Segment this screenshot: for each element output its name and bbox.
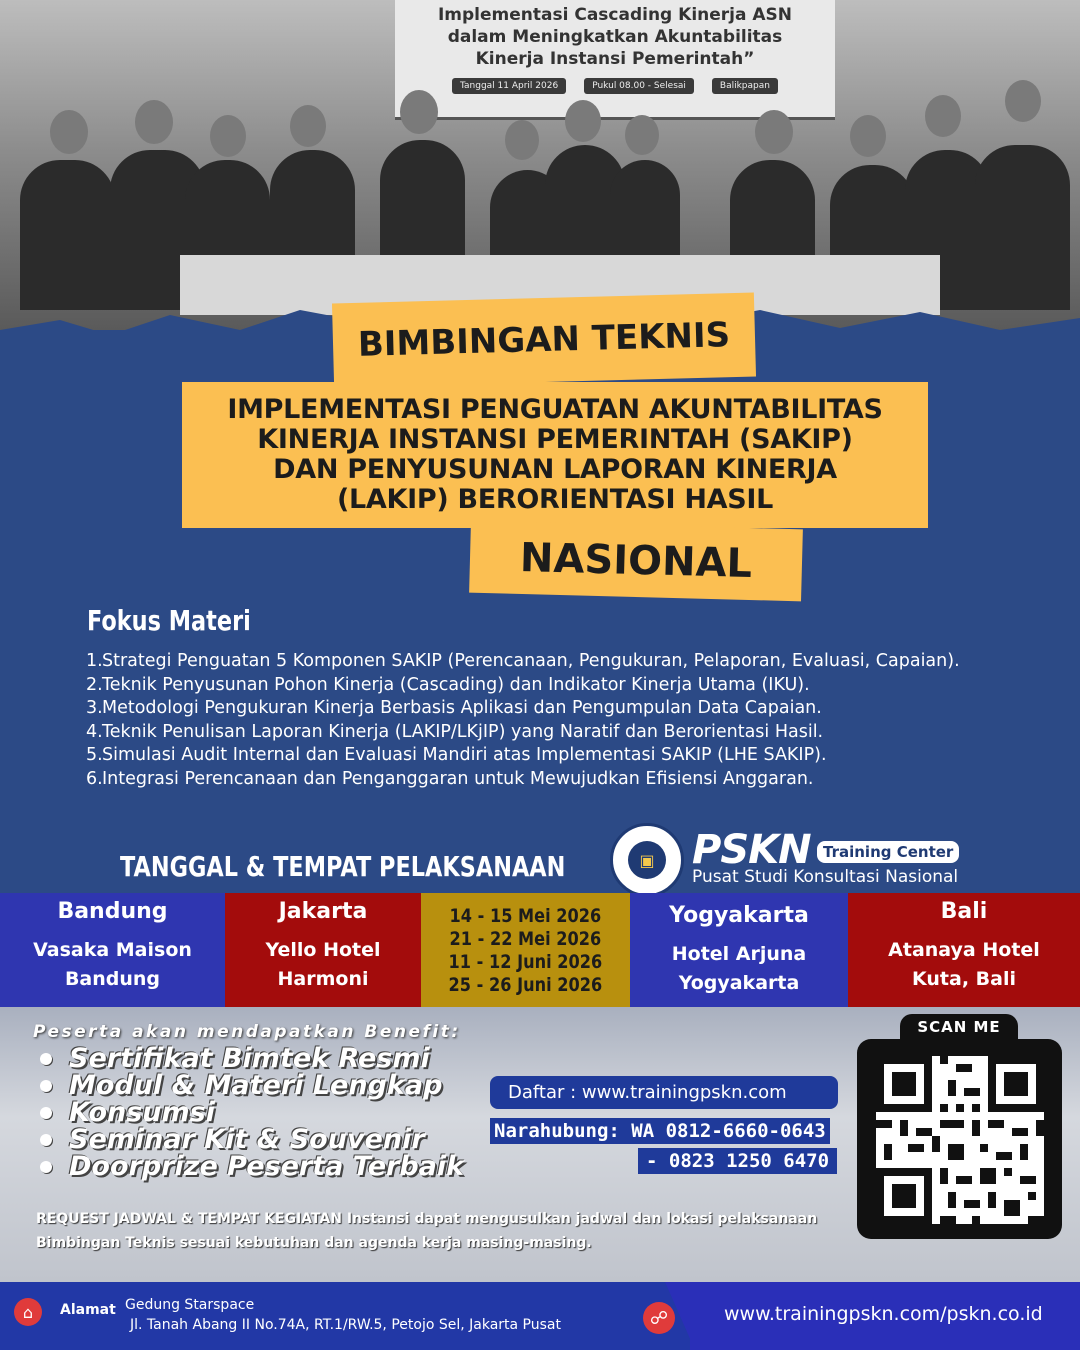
globe-icon: ☍ [643, 1302, 675, 1334]
contact-phone-2[interactable]: - 0823 1250 6470 [638, 1148, 837, 1174]
fokus-item: 5. Simulasi Audit Internal dan Evaluasi Mandiri atas Implementasi SAKIP (LHE SAKIP). [86, 745, 827, 765]
pskn-logo-seal [610, 823, 684, 897]
fokus-list [86, 650, 986, 791]
brand-subtitle: Pusat Studi Konsultasi Nasional [692, 867, 959, 887]
address-line-2: Jl. Tanah Abang II No.74A, RT.1/RW.5, Petojo Sel, Jakarta Pusat [130, 1317, 561, 1333]
location-city: Bandung [57, 899, 168, 924]
banner-place: Balikpapan [712, 78, 778, 94]
fokus-item: 6. Integrasi Perencanaan dan Penganggaran untuk Mewujudkan Efisiensi Anggaran. [86, 768, 814, 789]
location-yogyakarta [630, 893, 848, 1007]
location-venue: Vasaka Maison Bandung [33, 939, 192, 990]
banner-line-1: Implementasi Cascading Kinerja ASN [437, 5, 793, 25]
qr-code-icon[interactable] [876, 1056, 1044, 1224]
register-link[interactable]: Daftar : www.trainingpskn.com [490, 1076, 838, 1109]
location-venue: Yello Hotel Harmoni [265, 939, 381, 990]
dates-list: 14 - 15 Mei 2026 21 - 22 Mei 2026 11 - 12 Juni 2026 25 - 26 Juni 2026 [448, 905, 603, 996]
location-venue: Atanaya Hotel Kuta, Bali [888, 939, 1040, 990]
benefit-item: Konsumsi [40, 1099, 464, 1126]
location-bali [848, 893, 1080, 1007]
headline-title-box [182, 382, 928, 528]
location-venue: Hotel Arjuna Yogyakarta [671, 943, 807, 994]
headline-title-line: (LAKIP) BERORIENTASI HASIL [336, 484, 774, 515]
banner-time: Pukul 08.00 - Selesai [584, 78, 694, 94]
brand-name: PSKN [692, 827, 811, 873]
schedule-row [0, 893, 1080, 1007]
banner-date: Tanggal 11 April 2026 [452, 78, 566, 94]
location-city: Yogyakarta [669, 903, 809, 928]
benefit-list [40, 1045, 464, 1180]
banner-line-2: dalam Meningkatkan Akuntabilitas [447, 27, 783, 47]
training-center-badge: Training Center [817, 841, 959, 863]
location-city: Bali [940, 899, 988, 924]
event-banner [395, 0, 835, 120]
headline-scope-box [469, 521, 803, 602]
banner-line-3: Kinerja Instansi Pemerintah” [475, 49, 755, 69]
headline-title-line: KINERJA INSTANSI PEMERINTAH (SAKIP) [257, 424, 853, 455]
book-icon: ▣ [628, 841, 666, 879]
headline-kicker-box [332, 292, 756, 387]
headline-title-line: IMPLEMENTASI PENGUATAN AKUNTABILITAS [227, 394, 883, 425]
website-link[interactable]: www.trainingpskn.com/pskn.co.id [724, 1303, 1043, 1325]
home-icon: ⌂ [14, 1298, 42, 1326]
location-city: Jakarta [278, 899, 368, 924]
schedule-title: TANGGAL & TEMPAT PELAKSANAAN [120, 850, 566, 883]
benefit-item: Doorprize Peserta Terbaik [40, 1153, 464, 1180]
benefit-title: Peserta akan mendapatkan Benefit: [33, 1022, 461, 1042]
headline-title-line: DAN PENYUSUNAN LAPORAN KINERJA [273, 454, 837, 485]
contact-phone-1[interactable]: Narahubung: WA 0812-6660-0643 [490, 1118, 830, 1144]
headline-scope: NASIONAL [519, 534, 753, 588]
fokus-item: 4. Teknik Penulisan Laporan Kinerja (LAKIP/LKjIP) yang Naratif dan Berorientasi Hasil. [86, 721, 824, 742]
address-line-1: Gedung Starspace [125, 1297, 255, 1313]
address-label: Alamat [60, 1302, 116, 1318]
location-bandung [0, 893, 225, 1007]
fokus-item: 2. Teknik Penyusunan Pohon Kinerja (Cascading) dan Indikator Kinerja Utama (IKU). [86, 674, 810, 695]
fokus-item: 3. Metodologi Pengukuran Kinerja Berbasis Aplikasi dan Pengumpulan Data Capaian. [86, 698, 822, 718]
request-note: REQUEST JADWAL & TEMPAT KEGIATAN Instansi dapat mengusulkan jadwal dan lokasi pelaksanaan Bimbingan Teknis sesuai kebutuhan dan agenda kerja masing-masing. [36, 1211, 818, 1251]
fokus-item: 1. Strategi Penguatan 5 Komponen SAKIP (Perencanaan, Pengukuran, Pelaporan, Evaluasi, Capaian). [86, 651, 960, 671]
benefit-item: Seminar Kit & Souvenir [40, 1126, 464, 1153]
fokus-title: Fokus Materi [87, 604, 251, 637]
location-jakarta [225, 893, 421, 1007]
headline-kicker: BIMBINGAN TEKNIS [357, 315, 731, 365]
benefit-item: Sertifikat Bimtek Resmi [40, 1045, 464, 1072]
event-photo [0, 0, 1080, 330]
benefit-item: Modul & Materi Lengkap [40, 1072, 464, 1099]
scan-me-label: SCAN ME [900, 1014, 1018, 1040]
schedule-dates [421, 893, 630, 1007]
